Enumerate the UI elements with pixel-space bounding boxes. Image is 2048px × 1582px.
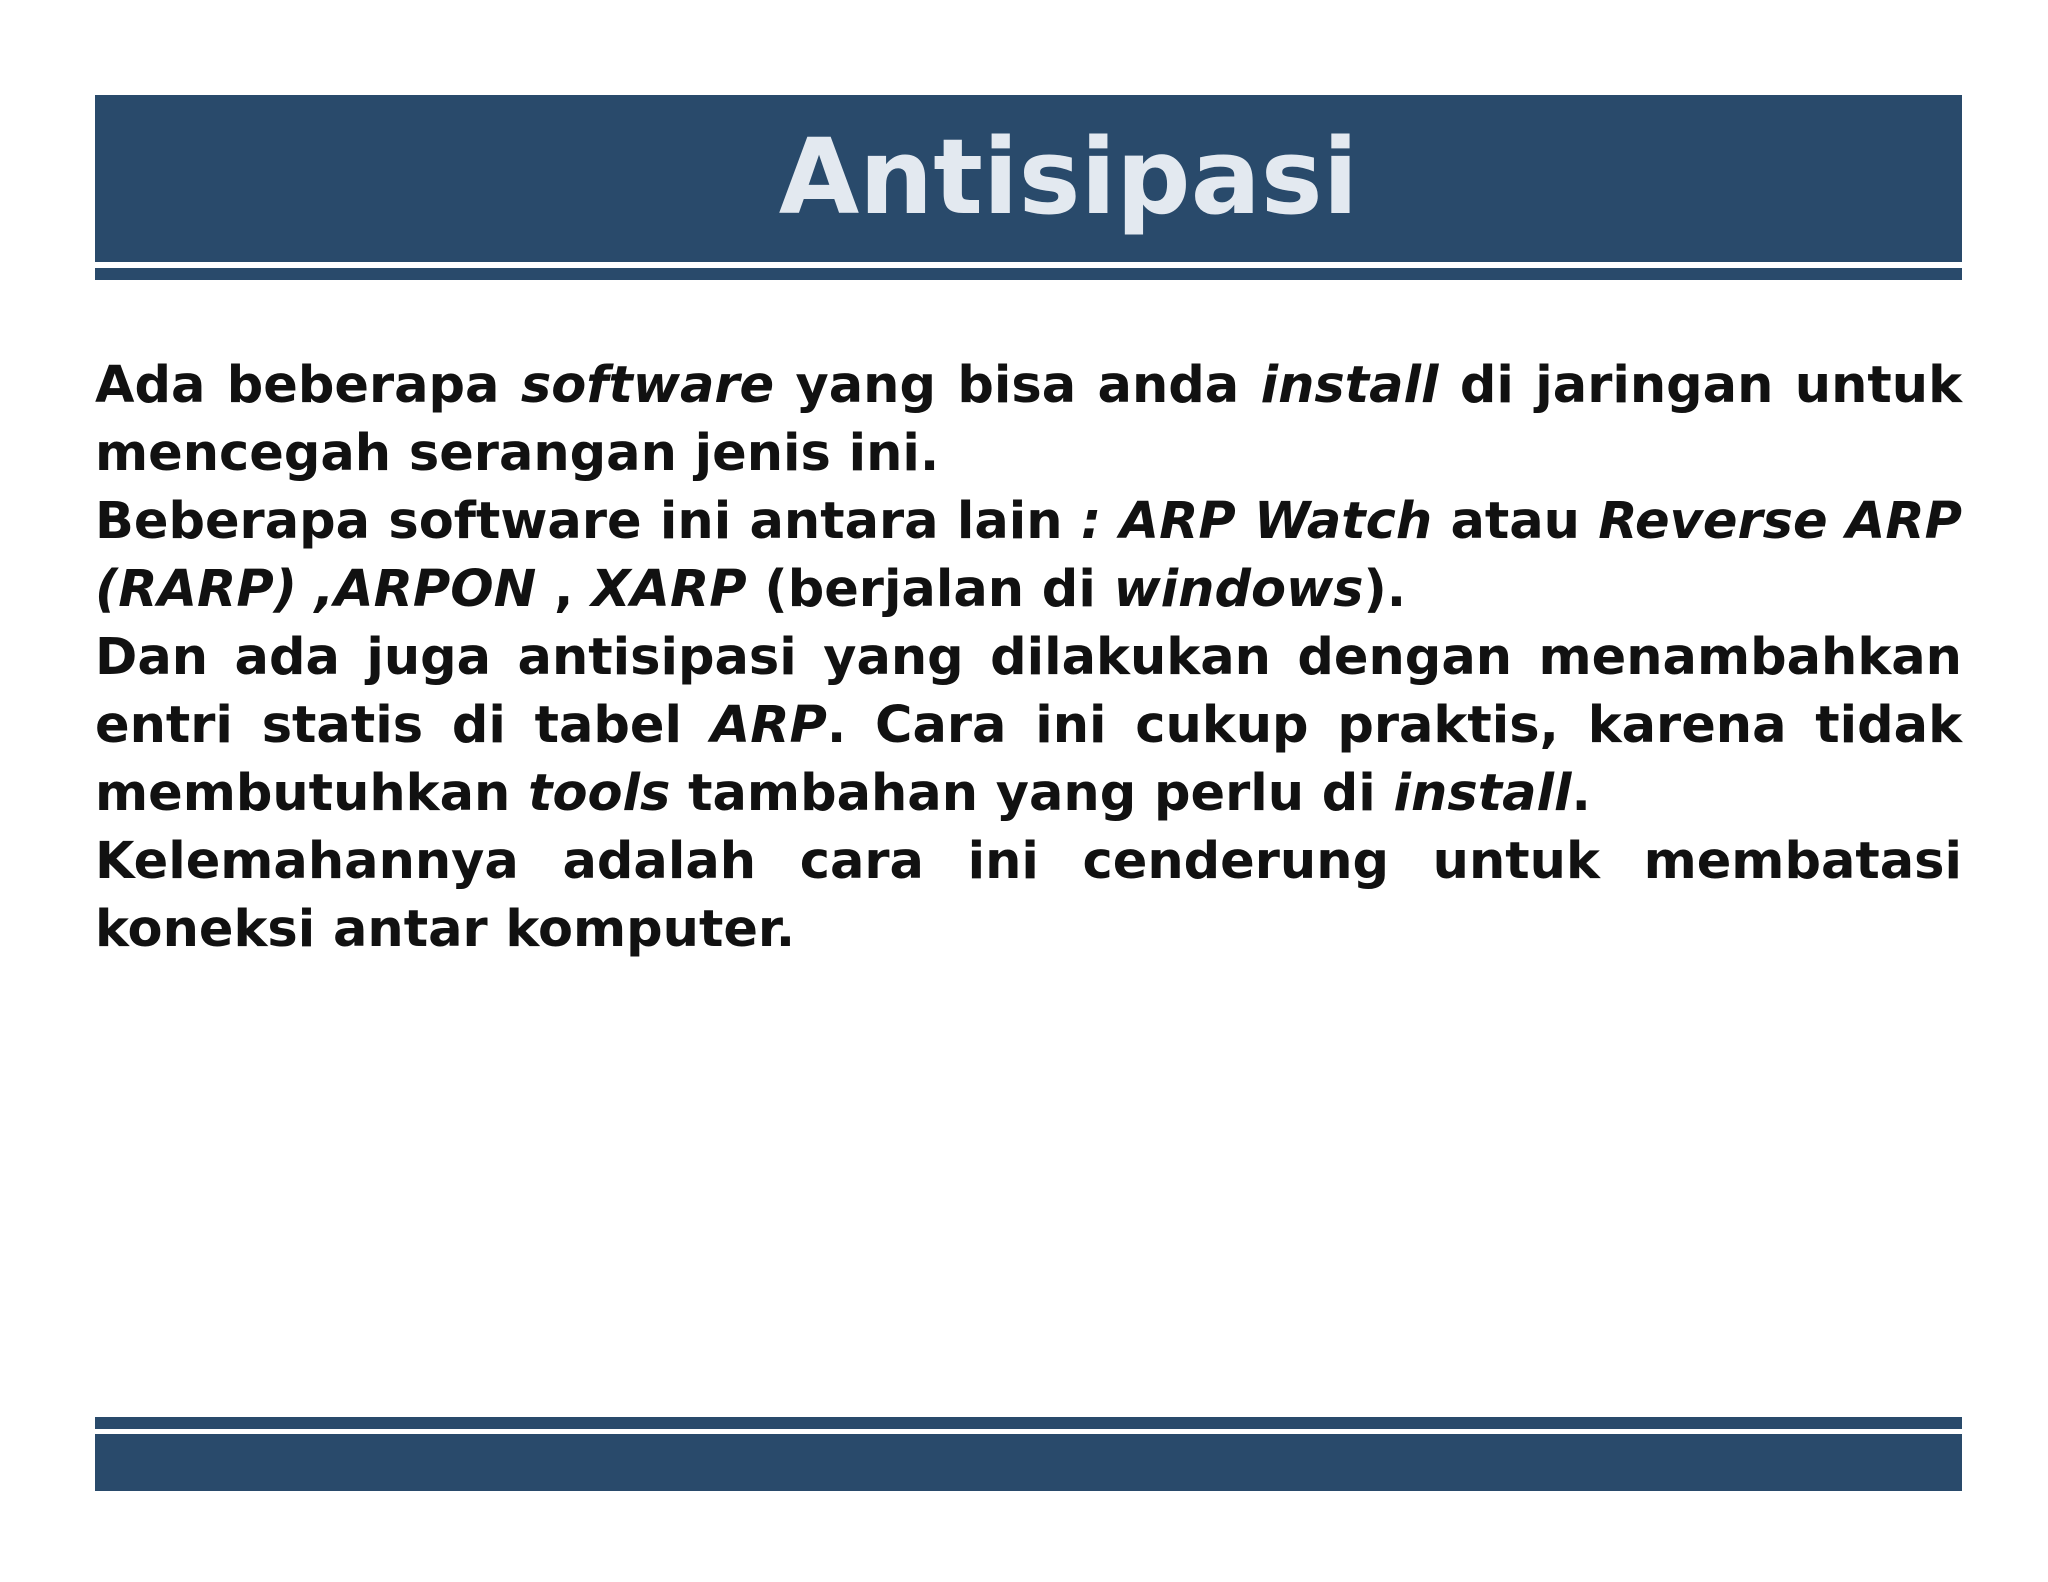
text-run: (berjalan di xyxy=(746,560,1114,619)
title-banner xyxy=(95,95,1962,262)
text-run: atau xyxy=(1432,492,1599,551)
text-run: yang bisa anda xyxy=(774,356,1261,415)
title-underline-rule xyxy=(95,268,1962,280)
paragraph xyxy=(95,352,1962,488)
paragraph xyxy=(95,488,1962,624)
paragraph xyxy=(95,624,1962,828)
text-run: di jaringan untuk mencegah serangan jenis ini. xyxy=(95,356,1962,483)
text-run: , xyxy=(536,560,592,619)
italic-text-run: software xyxy=(520,356,775,415)
italic-text-run: Reverse ARP (RARP) ,ARPON xyxy=(95,492,1962,619)
paragraph xyxy=(95,828,1962,964)
slide-title: Antisipasi xyxy=(778,115,1359,238)
italic-text-run: ARP xyxy=(710,696,827,755)
italic-text-run: install xyxy=(1260,356,1439,415)
text-run: Ada beberapa xyxy=(95,356,521,415)
body-text xyxy=(95,352,1962,964)
text-run: . xyxy=(1571,764,1591,823)
italic-text-run: install xyxy=(1393,764,1572,823)
italic-text-run: : ARP Watch xyxy=(1080,492,1433,551)
text-run: Kelemahannya adalah cara ini cenderung untuk membatasi koneksi antar komputer. xyxy=(95,832,1962,959)
italic-text-run: XARP xyxy=(591,560,747,619)
footer-banner xyxy=(95,1434,1962,1491)
text-run: . Cara ini cukup praktis, karena tidak membutuhkan xyxy=(95,696,1962,823)
text-run: ). xyxy=(1363,560,1407,619)
text-run: tambahan yang perlu di xyxy=(670,764,1394,823)
footer-rule xyxy=(95,1417,1962,1429)
italic-text-run: windows xyxy=(1113,560,1364,619)
italic-text-run: tools xyxy=(528,764,671,823)
text-run: Dan ada juga antisipasi yang dilakukan dengan menambahkan entri statis di tabel xyxy=(95,628,1962,755)
text-run: Beberapa software ini antara lain xyxy=(95,492,1081,551)
